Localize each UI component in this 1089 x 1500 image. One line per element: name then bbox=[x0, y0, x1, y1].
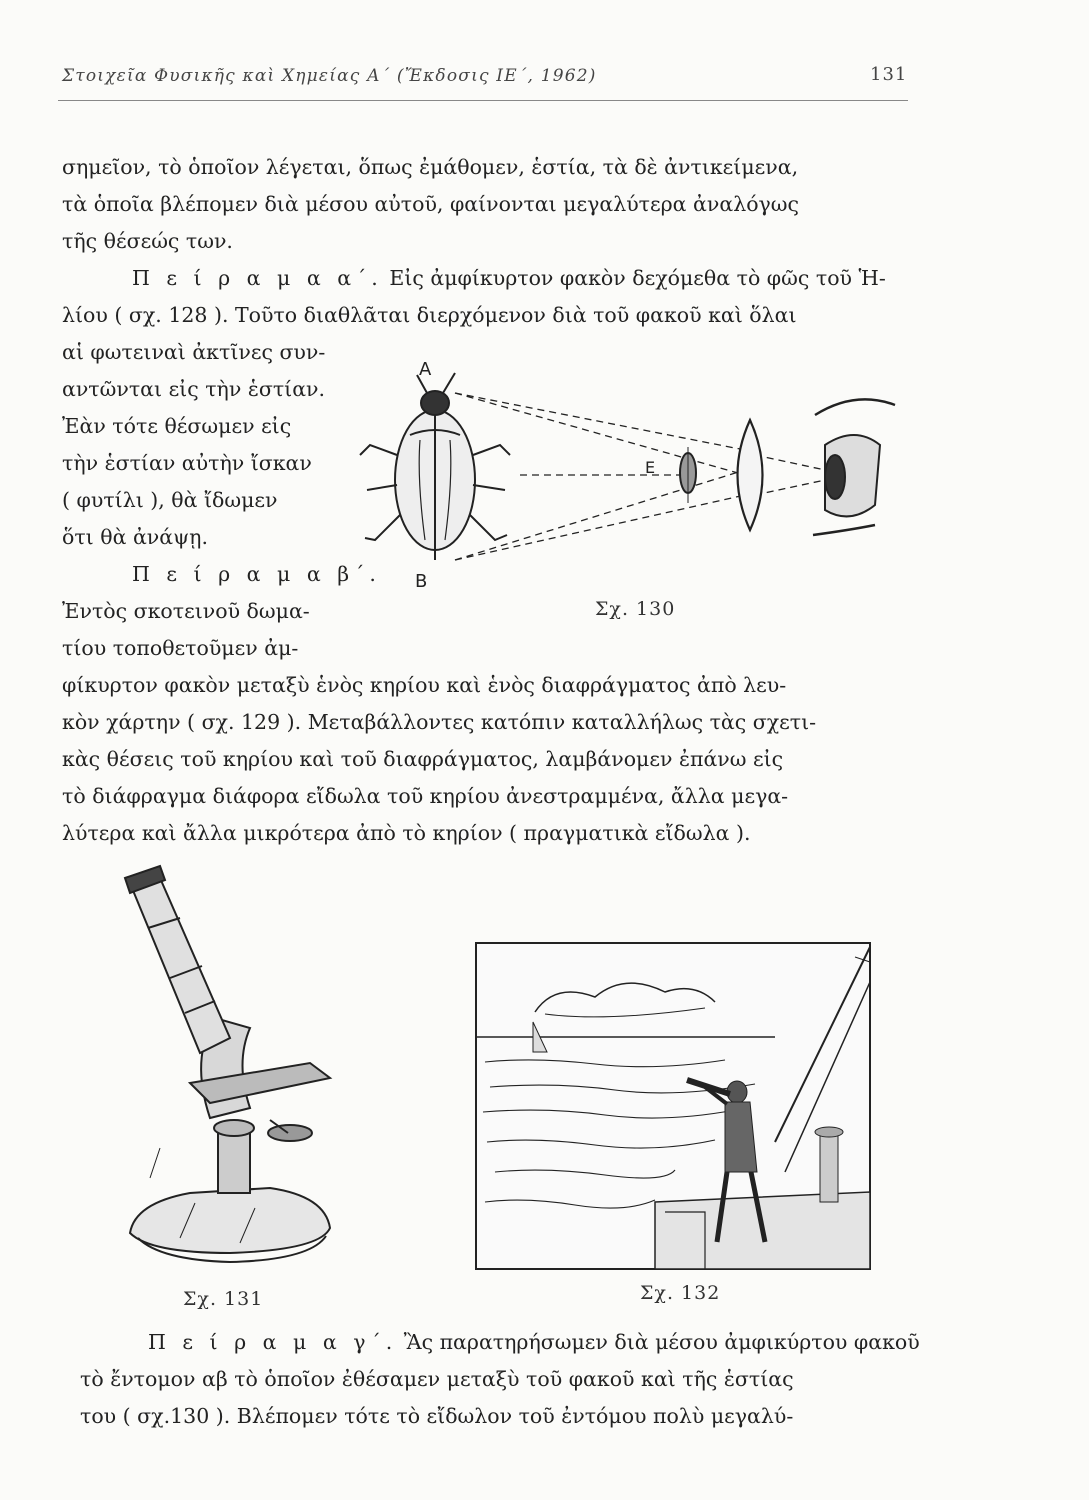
paragraph-line: Εἰς ἀμφίκυρτον φακὸν δεχόμεθα τὸ φῶς τοῦ Ἡ- bbox=[389, 266, 886, 290]
paragraph-line: τῆς θέσεώς των. bbox=[62, 229, 233, 253]
paragraph-line: λίου ( σχ. 128 ). Τοῦτο διαθλᾶται διερχόμενον διὰ τοῦ φακοῦ καὶ ὅλαι bbox=[62, 303, 797, 327]
experiment-a-heading-line bbox=[132, 261, 886, 295]
experiment-b-heading: Π ε ί ρ α μ α β΄. bbox=[132, 562, 381, 586]
figure-131-caption: Σχ. 131 bbox=[183, 1288, 264, 1310]
figure-130-label-a: A bbox=[419, 359, 432, 380]
paragraph-line: λύτερα καὶ ἄλλα μικρότερα ἀπὸ τὸ κηρίον ( πραγματικὰ εἴδωλα ). bbox=[62, 821, 751, 845]
paragraph-line: Ἂς παρατηρήσωμεν διὰ μέσου ἀμφικύρτου φακοῦ bbox=[403, 1330, 920, 1354]
experiment-c-heading: Π ε ί ρ α μ α γ΄. bbox=[148, 1330, 398, 1354]
figure-130-caption: Σχ. 130 bbox=[595, 598, 676, 620]
figure-132-caption: Σχ. 132 bbox=[640, 1282, 721, 1304]
paragraph-line: αἱ φωτειναὶ ἀκτῖνες συν- bbox=[62, 340, 326, 364]
paragraph-line: κὸν χάρτην ( σχ. 129 ). Μεταβάλλοντες κατόπιν καταλλήλως τὰς σχετι- bbox=[62, 710, 817, 734]
paragraph-line: κὰς θέσεις τοῦ κηρίου καὶ τοῦ διαφράγματος, λαμβάνομεν ἐπάνω εἰς bbox=[62, 747, 784, 771]
paragraph-line: τίου τοποθετοῦμεν ἀμ- bbox=[62, 636, 299, 660]
paragraph-line: Ἐὰν τότε θέσωμεν εἰς bbox=[62, 414, 292, 438]
header-rule bbox=[58, 100, 908, 101]
paragraph-line: ὅτι θὰ ἀνάψῃ. bbox=[62, 525, 208, 549]
figure-130-label-e: E bbox=[645, 458, 656, 477]
paragraph-line: του ( σχ.130 ). Βλέπομεν τότε τὸ εἴδωλον τοῦ ἐντόμου πολὺ μεγαλύ- bbox=[80, 1404, 794, 1428]
experiment-a-heading: Π ε ί ρ α μ α α΄. bbox=[132, 266, 383, 290]
paragraph-line: Ἐντὸς σκοτεινοῦ δωμα- bbox=[62, 599, 310, 623]
paragraph-line: τὰ ὁποῖα βλέπομεν διὰ μέσου αὐτοῦ, φαίνονται μεγαλύτερα ἀναλόγως bbox=[62, 192, 799, 216]
paragraph-line: ( φυτίλι ), θὰ ἴδωμεν bbox=[62, 488, 278, 512]
paragraph-line: τὸ διάφραγμα διάφορα εἴδωλα τοῦ κηρίου ἀνεστραμμένα, ἄλλα μεγα- bbox=[62, 784, 789, 808]
figure-132-illustration bbox=[475, 942, 871, 1270]
figure-130-illustration bbox=[355, 355, 915, 600]
experiment-c-heading-line bbox=[148, 1325, 920, 1359]
paragraph-line: αντῶνται εἰς τὴν ἑστίαν. bbox=[62, 377, 326, 401]
figure-130-label-b: B bbox=[415, 571, 428, 592]
page-number: 131 bbox=[870, 64, 908, 85]
paragraph-line: τὸ ἔντομον αβ τὸ ὁποῖον ἐθέσαμεν μεταξὺ τοῦ φακοῦ καὶ τῆς ἑστίας bbox=[80, 1367, 794, 1391]
paragraph-line: τὴν ἑστίαν αὐτὴν ἴσκαν bbox=[62, 451, 312, 475]
paragraph-line: σημεῖον, τὸ ὁποῖον λέγεται, ὅπως ἐμάθομεν, ἑστία, τὰ δὲ ἀντικείμενα, bbox=[62, 155, 799, 179]
figure-131-illustration bbox=[120, 858, 345, 1278]
running-header: Στοιχεῖα Φυσικῆς καὶ Χημείας Α΄ (Ἔκδοσις ΙΕ΄, 1962) bbox=[62, 66, 597, 86]
paragraph-line: φίκυρτον φακὸν μεταξὺ ἑνὸς κηρίου καὶ ἑνὸς διαφράγματος ἀπὸ λευ- bbox=[62, 673, 787, 697]
